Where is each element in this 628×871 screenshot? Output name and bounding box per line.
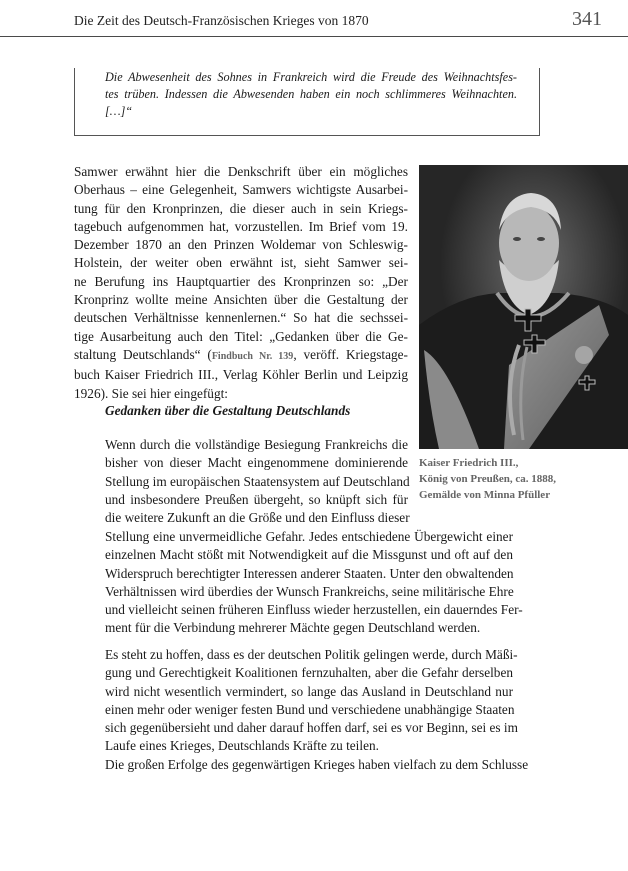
quote-line: […]“ [105,104,133,118]
text-line: tige Ausarbeitung auch den Titel: „Gedanken über die Ge- [74,328,408,344]
section-paragraph-narrow [105,436,408,527]
text-line: sich gegenübersieht und daher darauf hoffen darf, sei es vor Beginn, sei es im [105,720,518,736]
text-line: Laufe eines Krieges, Deutschlands Kräfte zu teilen. [105,738,379,754]
text-line: Stellung im europäischen Staatensystem auf Deutschland [105,473,410,489]
text-line: einen mehr oder weniger festen Bund und verschiedene unabhängige Staaten [105,701,515,717]
text-line: Es steht zu hoffen, dass es der deutschen Politik gelingen werde, durch Mäßi- [105,647,518,662]
caption-line: Kaiser Friedrich III., [419,457,519,469]
text-line: und insbesondere Preußen übergeht, so knüpft sich für [105,491,408,507]
section-heading: Gedanken über die Gestaltung Deutschlands [105,403,351,418]
section-paragraph-1 [105,528,523,638]
text-line: 1926). Sie sei hier eingefügt: [74,385,228,401]
text-line: Kronprinz wollte meine Ansichten über die Gestaltung der [74,292,408,308]
quote-box [74,68,540,136]
ref-prefix: staltung Deutschlands“ ( [74,346,212,362]
text-line: ne Berufung ins Hauptquartier des Kronprinzen so: „Der [74,273,408,289]
ref-suffix: , veröff. Kriegstage- [293,346,408,362]
text-line: Dezember 1870 an den Prinzen Woldemar von Schleswig- [74,237,408,253]
text-line: Stellung eine unvermeidliche Gefahr. Jedes entschiedene Übergewicht einer [105,529,513,544]
caption-line: Gemälde von Minna Pfüller [419,489,551,501]
quote-line: tes trüben. Indessen die Abwesenden haben ein noch schlimmeres Weihnachten. [105,87,517,101]
text-line: Oberhaus – eine Gelegenheit, Samwers wichtigste Ausarbei- [74,182,408,198]
quote-text [105,69,517,120]
text-line: deutschen Verhältnisse kennenlernen.“ So hat die sechssei- [74,310,408,326]
section-paragraph-2 [105,646,518,756]
caption-line: König von Preußen, ca. 1888, [419,473,557,485]
findbuch-reference: Findbuch Nr. 139 [211,350,294,362]
text-line: Die großen Erfolge des gegenwärtigen Krieges haben vielfach zu dem Schlusse [105,757,529,772]
running-title: Die Zeit des Deutsch-Französischen Krieges von 1870 [74,13,369,28]
section-paragraph-3 [105,756,529,774]
text-line: ment für die Verbindung mehrerer Mächte gegen Deutschland werden. [105,620,481,636]
text-line: tung für den Kronprinzen, die dieser auch in sein Kriegs- [74,200,408,216]
text-line: tagebuch aufgenommen hat, vorzustellen. Im Brief vom 19. [74,218,408,234]
quote-line: Die Abwesenheit des Sohnes in Frankreich wird die Freude des Weihnachtsfes- [105,70,517,84]
running-header [0,0,628,37]
page-number: 341 [572,8,602,30]
text-line-with-reference [74,346,408,366]
text-line: gung und Gerechtigkeit Koalitionen fernzuhalten, aber die Gefahr derselben [105,665,513,681]
text-line: Verhältnissen wird überdies der Wunsch Frankreichs, seine militärische Ehre [105,583,514,599]
portrait-illustration [419,165,628,449]
text-line: Holstein, der weiter oben erwähnt ist, sieht Samwer sei- [74,255,408,271]
intro-paragraph [74,163,408,403]
text-line: Samwer erwähnt hier die Denkschrift über ein mögliches [74,164,408,179]
text-line: und vielleicht seinen früheren Einfluss wieder herzustellen, ein dauerndes Fer- [105,602,523,618]
figure-caption [419,455,628,503]
text-line: wird nicht wesentlich vermindert, so lange das Ausland in Deutschland nur [105,683,513,699]
text-line: buch Kaiser Friedrich III., Verlag Köhler Berlin und Leipzig [74,367,408,383]
text-line: einzelnen Macht stößt mit Notwendigkeit auf die Missgunst und oft auf den [105,547,513,563]
text-line: bisher von dieser Macht eingenommene dominierende [105,455,408,471]
text-line: Widerspruch berechtigter Interessen anderer Staaten. Unter den obwaltenden [105,565,514,581]
text-line: Wenn durch die vollständige Besiegung Frankreichs die [105,437,408,452]
portrait-image [419,165,628,449]
text-line: die weitere Zukunft an die Größe und den Einfluss dieser [105,510,410,526]
